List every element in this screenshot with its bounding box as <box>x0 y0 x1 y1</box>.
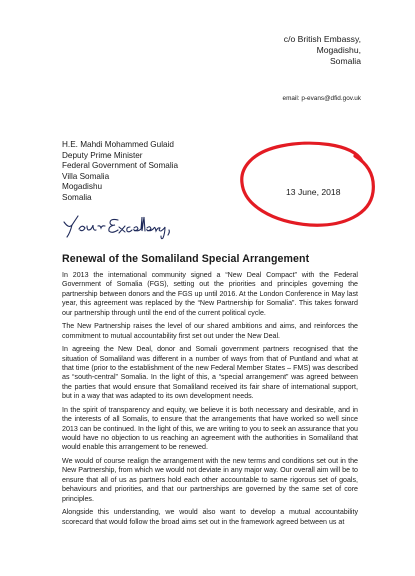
recipient-line-6: Somalia <box>62 192 92 202</box>
letter-title: Renewal of the Somaliland Special Arrangement <box>62 253 310 265</box>
recipient-line-1: H.E. Mahdi Mohammed Gulaid <box>62 140 174 149</box>
body-paragraph: In agreeing the New Deal, donor and Somali government partners recognised that the situation of Somaliland was different in a number of ways from that of Puntland and what at that time (prior to the establishment of the new Federal Member States – FMS) was described as “south-central” Somalia. In the light of this, a “special arrangement” was agreed between the parties that would ensure that Somaliland received its fair share of international support, but in a way that was adapted to its own development needs. <box>62 345 358 401</box>
sender-line-2: Mogadishu, <box>316 45 361 56</box>
recipient-address <box>62 140 178 204</box>
body-paragraph: In 2013 the international community signed a “New Deal Compact” with the Federal Government of Somalia (FGS), setting out the priorities and principles governing the partnership between donors and the FGS up until 2016. At the London Conference in May last year, this agreement was replaced by the “New Partnership for Somalia”. This takes forward our partnership through until the end of the current political cycle. <box>62 271 358 317</box>
body-paragraph: In the spirit of transparency and equity, we believe it is both necessary and desirable, and in the interests of all Somalis, to ensure that the arrangements that have worked so well since 2013 can be continued. In the light of this, we are writing to you to seek an assurance that you would have no objection to us reaching an agreement with the authorities in Somaliland that would enable this arrangement to be renewed. <box>62 405 358 452</box>
recipient-line-5: Mogadishu <box>62 182 103 192</box>
handwritten-salutation <box>60 211 180 241</box>
sender-line-3: Somalia <box>329 56 361 67</box>
letter-date: 13 June, 2018 <box>286 187 341 197</box>
sender-email: email: p-evans@dfid.gov.uk <box>282 95 361 102</box>
recipient-line-3: Federal Government of Somalia <box>62 161 179 171</box>
sender-line-1: c/o British Embassy, <box>283 34 361 44</box>
sender-address <box>284 34 361 68</box>
body-paragraph: Alongside this understanding, we would also want to develop a mutual accountability scorecard that would follow the broad aims set out in the framework agreed between us at <box>62 508 358 526</box>
body-paragraph: We would of course realign the arrangement with the new terms and conditions set out in the New Partnership, from which we would not deviate in any major way. Our overall aim will be to ensure that all of us as partners hold each other accountable to same rigorous set of goals, behaviours and priorities, and that our partnerships are governed by the same set of core principles. <box>62 457 358 503</box>
body-paragraph: The New Partnership raises the level of our shared ambitions and aims, and reinforces the commitment to mutual accountability first set out under the New Deal. <box>62 322 358 340</box>
recipient-line-4: Villa Somalia <box>62 171 110 181</box>
letter-body <box>62 271 358 531</box>
recipient-line-2: Deputy Prime Minister <box>62 150 143 160</box>
